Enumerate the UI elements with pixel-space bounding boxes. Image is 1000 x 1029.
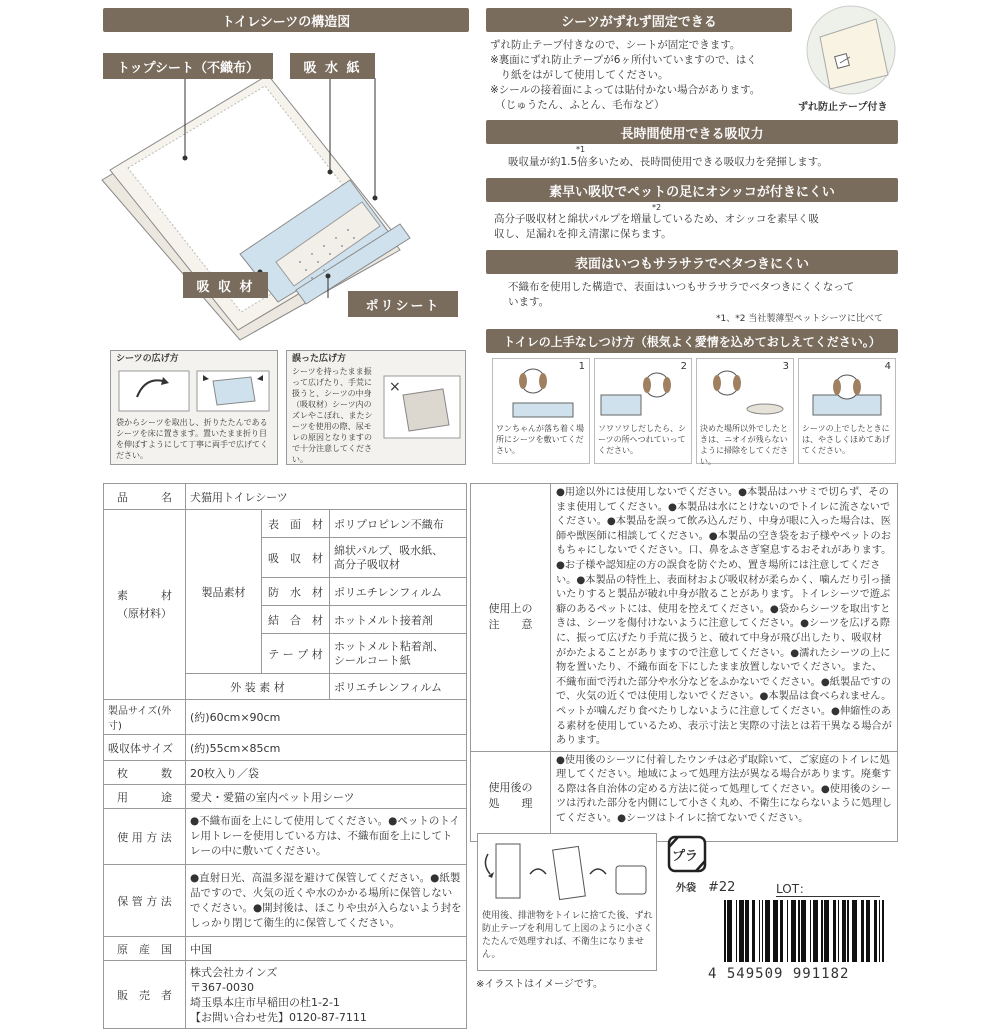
quick-text (494, 212, 898, 242)
quick-line: 収し、足漏れを抑え清潔に保ちます。 (494, 228, 672, 240)
step-number: 2 (680, 361, 687, 372)
seller-line: 〒367-0030 (190, 980, 254, 994)
use-value: 愛犬・愛猫の室内ペット用シーツ (186, 785, 467, 809)
jan-number: 4 549509 991182 (708, 966, 850, 982)
storage-value: ●直射日光、高温多湿を避けて保管してください。●紙製品ですので、火気の近くや水のかかる場所に保管しないでください。●開封後は、ほこりや虫が入らないよう封をしっかり閉じて衛生的に保管してください。 (186, 865, 467, 937)
material-part: 防 水 材 (262, 578, 330, 606)
material-label: 素 材 （原材料） (104, 510, 186, 700)
disposal-text: 使用後、排泄物をトイレに捨てた後、ずれ防止テープを利用して上図のように小さくたたんで処理すれば、不衛生になりません。 (482, 911, 653, 960)
seller-line: 【お問い合わせ先】0120-87-7111 (190, 1010, 367, 1024)
absorb-size-value: (約)55cm×85cm (186, 735, 467, 761)
material-part: 表 面 材 (262, 510, 330, 538)
recycle-mark-text: プラ (672, 849, 699, 864)
image-note: ※イラストはイメージです。 (476, 979, 603, 990)
quick-line: 高分子吸収材と綿状パルプを増量しているため、オシッコを素早く吸 (494, 213, 819, 225)
material-part: 吸 収 材 (262, 538, 330, 578)
disposal-panel (477, 833, 657, 971)
fixed-line: ※裏面にずれ防止テープが6ヶ所付いていますので、はく (490, 54, 757, 66)
spread-text: 袋からシーツを取出し、折りたたんであるシーツを床に置きます。置いたまま折り目を伸ばすようにして丁寧に両手で広げてください。 (116, 418, 268, 460)
material-value: 綿状パルプ、吸水紙、 高分子吸収材 (330, 538, 467, 578)
step-number: 1 (578, 361, 585, 372)
material-value: ポリプロピレン不織布 (330, 510, 467, 538)
spec-table (103, 483, 467, 1029)
seller-line: 埼玉県本庄市早稲田の杜1-2-1 (190, 995, 340, 1009)
surface-line: います。 (508, 296, 550, 308)
storage-label: 保 管 方 法 (104, 865, 186, 937)
caution-table (470, 483, 898, 842)
dog-praise-icon (799, 359, 895, 421)
lot-label: LOT： (776, 882, 812, 896)
wrong-title: 誤った広げ方 (292, 354, 347, 364)
caution-label: 使用上の 注 意 (471, 484, 551, 752)
product-name-label: 品 名 (104, 484, 186, 510)
diagram-title: トイレシーツの構造図 (103, 8, 469, 32)
material-value: ホットメルト接着剤 (330, 606, 467, 634)
absorb-size-label: 吸収体サイズ (104, 735, 186, 761)
use-label: 用 途 (104, 785, 186, 809)
size-label: 製品サイズ(外寸) (104, 700, 186, 735)
fixed-line: ※シールの接着面によっては貼付かない場合があります。 (490, 84, 761, 96)
package-value: ポリエチレンフィルム (330, 674, 467, 700)
dog-sitting-icon (493, 359, 589, 421)
long-use-title: 長時間使用できる吸収力 (486, 120, 898, 144)
material-value: ホットメルト粘着剤、 シールコート紙 (330, 634, 467, 674)
quick-note-mark: *2 (652, 203, 662, 212)
origin-label: 原 産 国 (104, 937, 186, 961)
label-absorbent-material: 吸 収 材 (183, 272, 268, 298)
surface-text (508, 280, 898, 310)
count-label: 枚 数 (104, 761, 186, 785)
lot-underline (776, 896, 880, 897)
surface-title: 表面はいつもサラサラでベタつきにくい (486, 250, 898, 274)
caution-text: ●用途以外には使用しないでください。●本製品はハサミで切らず、そのまま使用してください。●本製品は水にとけないのでトイレに流さないでください。●本製品を誤って飲み込んだり、中身が眼に入った場合は、医師や獣医師に相談してください。●本製品の空き袋をお子様やペットのおもちゃにしないでください。口、鼻をふさぎ窒息するおそれがあります。●お子様や認知症の方の誤食を防ぐため、置き場所には注意してください。●本製品の特性上、表面材および吸収材が柔らかく、噛んだり引っ掻いたりすると製品が破れ中身が散ることがあります。トイレシーツで遊ぶ癖のあるペットには、使用を控えてください。●袋からシーツを取出すときは、シーツを傷付けないように注意してください。●シーツを広げる際に、振って広げたり手荒に扱うと、破れて中身が飛び出したり、吸収材がかたよることがありますので注意してください。●濡れたシーツの上に物を置いたり、不織布面を下にしたまま放置しないでください。また、不織布面で汚れた部分や水分などをふかないでください。●紙製品ですので、火気の近くでは使用しないでください。●本製品は食べられません。ペットが噛んだり食べたりしないように注意してください。●伸縮性のある素材を使用しているため、表示寸法と実際の寸法とは若干異なる場合があります。 (551, 484, 898, 752)
training-step (492, 358, 590, 464)
howto-label: 使 用 方 法 (104, 809, 186, 865)
step-text: ソワソワしだしたら、シーツの所へつれていってください。 (598, 424, 686, 455)
surface-footnote: *1、*2 当社製薄型ペットシーツに比べて (716, 314, 883, 324)
fixed-line: り紙をはがして使用してください。 (490, 69, 669, 81)
step-text: ワンちゃんが落ち着く場所にシーツを敷いてください。 (496, 424, 584, 455)
fixed-line: （じゅうたん、ふとん、毛布など） (490, 99, 665, 111)
spread-panel (110, 350, 278, 465)
dog-led-icon (595, 359, 691, 421)
training-title: トイレの上手なしつけ方（根気よく愛情を込めておしえてください。） (486, 329, 898, 353)
material-part: 結 合 材 (262, 606, 330, 634)
after-use-label: 使用後の 処 理 (471, 751, 551, 841)
seller-label: 販 売 者 (104, 961, 186, 1029)
training-steps (492, 358, 898, 466)
tape-caption: ずれ防止テープ付き (798, 102, 888, 113)
wrong-text: シーツを持ったまま振って広げたり、手荒に扱うと、シーツの中身（吸収材）シーツ内のズレやこぼれ、またシーツを使用の際、尿モレの原因となりますので十分注意してください。 (292, 367, 373, 464)
product-material-label: 製品素材 (186, 510, 262, 674)
recycle-caption: 外袋 (676, 883, 696, 894)
spread-title: シーツの広げ方 (116, 354, 179, 364)
training-step (798, 358, 896, 464)
howto-value: ●不織布面を上にして使用してください。●ペットのトイレ用トレーを使用している方は、不織布面を上にしてトレーの中に敷いてください。 (186, 809, 467, 865)
material-value: ポリエチレンフィルム (330, 578, 467, 606)
label-top-sheet: トップシート（不織布） (103, 53, 273, 79)
dog-cleanup-icon (697, 359, 793, 421)
material-part: テ ー プ 材 (262, 634, 330, 674)
training-step (594, 358, 692, 464)
tape-illustration (806, 5, 896, 95)
size-value: (約)60cm×90cm (186, 700, 467, 735)
origin-value: 中国 (186, 937, 467, 961)
wrong-spread-panel (286, 350, 466, 465)
long-use-note-mark: *1 (576, 145, 586, 154)
step-text: 決めた場所以外でしたときは、ニオイが残らないように掃除をしてください。 (700, 424, 788, 466)
quick-title: 素早い吸収でペットの足にオシッコが付きにくい (486, 178, 898, 202)
package-label: 外 装 素 材 (186, 674, 330, 700)
wrong-illustration (383, 375, 461, 439)
surface-line: 不織布を使用した構造で、表面はいつもサラサラでベタつきにくくなって (508, 281, 855, 293)
long-use-text: 吸収量が約1.5倍多いため、長時間使用できる吸収力を発揮します。 (508, 156, 828, 168)
fixed-text (490, 38, 790, 113)
barcode-bar (882, 900, 884, 962)
seller-value (186, 961, 467, 1029)
training-step (696, 358, 794, 464)
fixed-title: シーツがずれず固定できる (486, 8, 792, 32)
count-value: 20枚入り／袋 (186, 761, 467, 785)
spread-illustration (117, 367, 273, 415)
svg-text:×: × (389, 379, 401, 395)
label-absorbent-paper: 吸 水 紙 (290, 53, 375, 79)
seller-line: 株式会社カインズ (190, 965, 278, 979)
step-text: シーツの上でしたときには、やさしくほめてあげてください。 (802, 424, 890, 455)
step-number: 3 (782, 361, 789, 372)
step-number: 4 (884, 361, 891, 372)
product-name-value: 犬猫用トイレシーツ (186, 484, 467, 510)
label-poly-sheet: ポリシート (348, 291, 458, 317)
disposal-illustration (478, 834, 656, 904)
fixed-line: ずれ防止テープ付きなので、シートが固定できます。 (490, 39, 741, 51)
after-use-text: ●使用後のシーツに付着したウンチは必ず取除いて、ご家庭のトイレに処理してください。地域によって処理方法が異なる場合があります。廃棄する際は各自治体の定める方法に従って処理してください。●使用後のシーツは汚れた部分を内側にして小さく丸め、不衛生にならないように処理してください。●シーツはトイレに捨てないでください。 (551, 751, 898, 841)
item-number: #22 (708, 880, 736, 895)
jan-barcode (724, 900, 884, 962)
